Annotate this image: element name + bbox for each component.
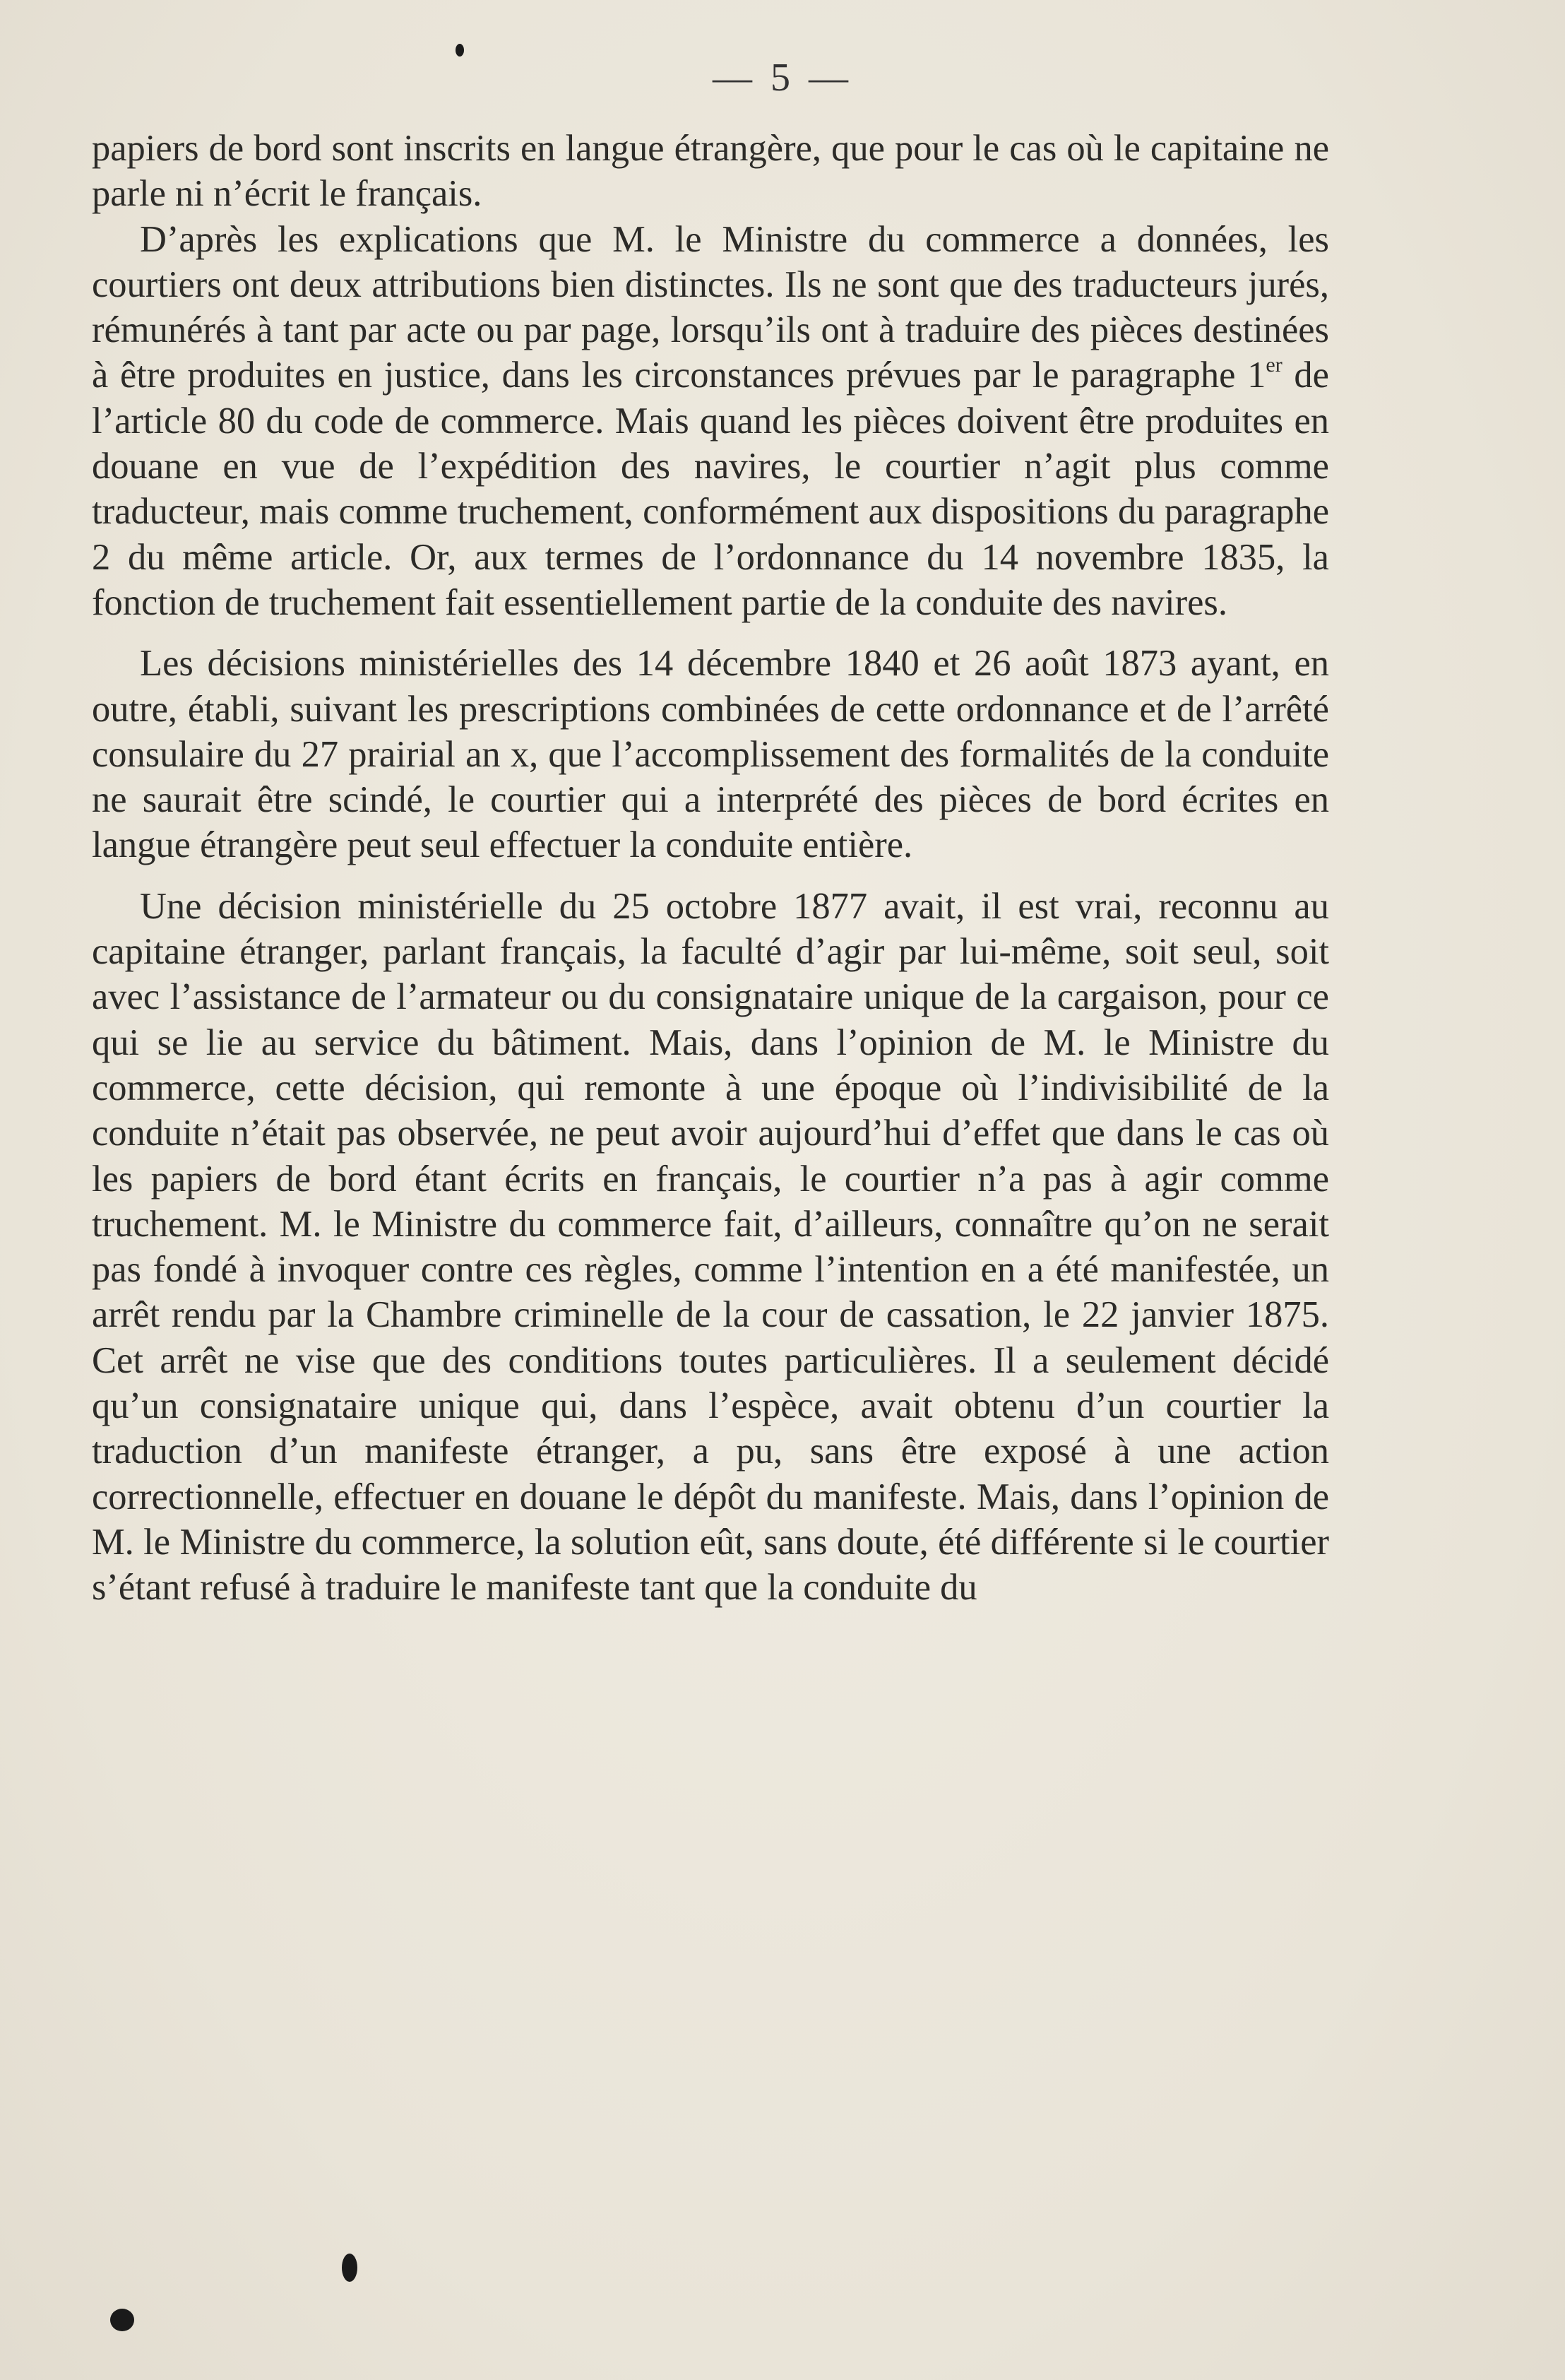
ink-speck (456, 44, 464, 57)
paragraph-part-after: de l’article 80 du code de commerce. Mais quand les pièces doivent être produites en douane en vue de l’expédition des navires, le courtier n’agit plus comme traducteur, mais comme truchement, conformément aux dispositions du paragraphe 2 du même article. Or, aux termes de l’ordonnance du 14 novembre 1835, la fonction de truchement fait essentiellement partie de la conduite des navires. (92, 355, 1329, 623)
body-text (92, 126, 1329, 1611)
ordinal-superscript: er (1266, 353, 1283, 377)
paragraph-part-before: D’après les explications que M. le Ministre du commerce a données, les courtiers ont deux attributions bien distinctes. Ils ne sont que des traducteurs jurés, rémunérés à tant par acte ou par page, lorsqu’ils ont à traduire des pièces destinées à être produites en justice, dans les circonstances prévues par le paragraphe 1 (92, 218, 1329, 396)
paragraph-continuation: papiers de bord sont inscrits en langue étrangère, que pour le cas où le capitaine ne parle ni n’écrit le français. (92, 128, 1329, 215)
ink-speck (342, 2254, 357, 2282)
paragraph-courtiers-attributions (92, 217, 1329, 626)
paragraph-decision-1877: Une décision ministérielle du 25 octobre 1877 avait, il est vrai, reconnu au capitaine étranger, parlant français, la faculté d’agir par lui-même, soit seul, soit avec l’assistance de l’armateur ou du consignataire unique de la cargaison, pour ce qui se lie au service du bâtiment. Mais, dans l’opinion de M. le Ministre du commerce, cette décision, qui remonte à une époque où l’indivisibilité de la conduite n’était pas observée, ne peut avoir aujourd’hui d’effet que dans le cas où les papiers de bord étant écrits en français, le courtier n’a pas à agir comme truchement. M. le Ministre du commerce fait, d’ailleurs, connaître qu’on ne serait pas fondé à invoquer contre ces règles, comme l’intention en a été manifestée, un arrêt rendu par la Chambre criminelle de la cour de cassation, le 22 janvier 1875. Cet arrêt ne vise que des conditions toutes particulières. Il a seulement décidé qu’un consignataire unique qui, dans l’espèce, avait obtenu d’un courtier la traduction d’un manifeste étranger, a pu, sans être exposé à une action correctionnelle, effectuer en douane le dépôt du manifeste. Mais, dans l’opinion de M. le Ministre du commerce, la solution eût, sans doute, été différente si le courtier s’étant refusé à traduire le manifeste tant que la conduite du (92, 885, 1329, 1609)
paragraph-decisions-ministerielles: Les décisions ministérielles des 14 décembre 1840 et 26 août 1873 ayant, en outre, établi, suivant les prescriptions combinées de cette ordonnance et de l’arrêté consulaire du 27 prairial an x, que l’accomplissement des formalités de la conduite ne saurait être scindé, le courtier qui a interprété des pièces de bord écrites en langue étrangère peut seul effectuer la conduite entière. (92, 643, 1329, 866)
page-number: — 5 — (713, 56, 852, 100)
ink-speck (110, 2309, 134, 2331)
